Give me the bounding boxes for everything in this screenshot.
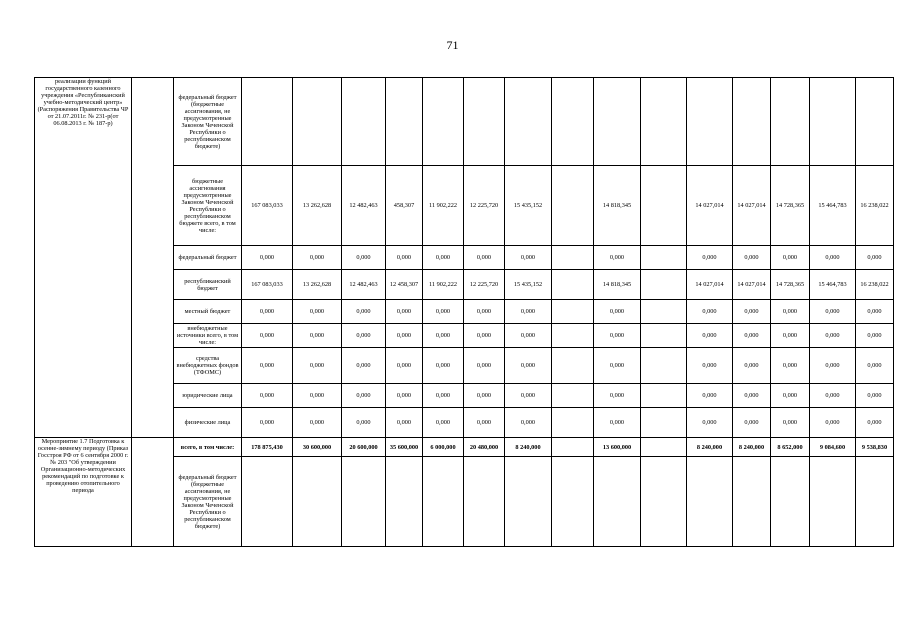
amount-cell: 0,000 [293,300,342,324]
amount-cell: 0,000 [423,348,464,384]
funding-source: юридические лица [174,384,242,408]
amount-cell: 0,000 [386,408,423,438]
amount-cell: 0,000 [342,384,386,408]
funding-source: федеральный бюджет (бюджетные ассигнования, не предусмотренные Законом Чеченской Республики о республиканском бюджете) [174,457,242,547]
amount-cell: 0,000 [810,324,856,348]
amount-cell [464,457,505,547]
amount-cell: 0,000 [771,324,810,348]
amount-cell: 0,000 [423,246,464,270]
amount-cell: 11 902,222 [423,270,464,300]
amount-cell: 0,000 [856,408,894,438]
amount-cell: 0,000 [386,384,423,408]
amount-cell: 12 458,307 [386,270,423,300]
amount-cell: 14 728,365 [771,270,810,300]
amount-cell [552,270,594,300]
amount-cell: 0,000 [242,384,293,408]
amount-cell [594,78,641,166]
amount-cell: 0,000 [771,348,810,384]
amount-cell: 0,000 [594,408,641,438]
amount-cell: 0,000 [342,300,386,324]
amount-cell: 0,000 [423,408,464,438]
amount-cell: 15 464,783 [810,166,856,246]
amount-cell: 0,000 [856,246,894,270]
amount-cell: 15 435,152 [505,166,552,246]
amount-cell: 0,000 [687,246,733,270]
amount-cell: 0,000 [342,348,386,384]
amount-cell: 0,000 [423,324,464,348]
amount-cell: 0,000 [687,408,733,438]
funding-source: местный бюджет [174,300,242,324]
amount-cell: 0,000 [386,348,423,384]
amount-cell: 0,000 [242,300,293,324]
amount-cell: 9 538,830 [856,438,894,457]
amount-cell [342,457,386,547]
amount-cell: 0,000 [293,246,342,270]
amount-cell: 20 480,000 [464,438,505,457]
amount-cell: 12 225,720 [464,166,505,246]
amount-cell [505,457,552,547]
amount-cell [464,78,505,166]
amount-cell: 0,000 [505,348,552,384]
amount-cell [641,457,687,547]
amount-cell [641,300,687,324]
executor-cell [132,438,174,547]
amount-cell [641,438,687,457]
activity-description: реализации функций государственного казенного учреждения «Республиканский учебно-методический центр» (Распоряжения Правительства ЧР от 21.07.2011г. № 231-р(от 06.08.2013 г. № 187-р) [35,78,132,438]
amount-cell: 0,000 [771,408,810,438]
amount-cell: 0,000 [505,384,552,408]
funding-source: средства внебюджетных фондов (ТФОМС) [174,348,242,384]
amount-cell: 16 238,022 [856,270,894,300]
amount-cell: 0,000 [342,246,386,270]
amount-cell [733,78,771,166]
funding-source: внебюджетные источники всего, в том числе: [174,324,242,348]
amount-cell: 0,000 [464,324,505,348]
amount-cell [641,384,687,408]
amount-cell: 0,000 [733,246,771,270]
amount-cell: 0,000 [856,384,894,408]
table-row [35,78,894,166]
amount-cell: 0,000 [293,384,342,408]
amount-cell [552,246,594,270]
amount-cell: 14 027,014 [733,270,771,300]
amount-cell [552,408,594,438]
amount-cell [552,78,594,166]
amount-cell: 0,000 [733,408,771,438]
amount-cell: 0,000 [733,348,771,384]
amount-cell: 167 083,033 [242,166,293,246]
amount-cell [856,78,894,166]
amount-cell [386,457,423,547]
amount-cell [552,324,594,348]
executor-cell [132,78,174,438]
amount-cell [423,78,464,166]
amount-cell [386,78,423,166]
amount-cell: 12 482,463 [342,166,386,246]
amount-cell: 0,000 [464,246,505,270]
amount-cell [594,457,641,547]
amount-cell [423,457,464,547]
amount-cell: 0,000 [464,408,505,438]
amount-cell: 11 902,222 [423,166,464,246]
amount-cell: 0,000 [505,246,552,270]
amount-cell [552,348,594,384]
amount-cell: 0,000 [386,246,423,270]
amount-cell [641,78,687,166]
amount-cell: 14 027,014 [687,270,733,300]
funding-source: федеральный бюджет (бюджетные ассигнования, не предусмотренные Законом Чеченской Республики о республиканском бюджете) [174,78,242,166]
amount-cell: 0,000 [733,300,771,324]
table-row [35,438,894,457]
amount-cell: 14 818,345 [594,166,641,246]
budget-table [34,77,894,547]
amount-cell [293,78,342,166]
amount-cell [641,166,687,246]
amount-cell: 14 728,365 [771,166,810,246]
amount-cell [552,438,594,457]
amount-cell: 0,000 [687,324,733,348]
amount-cell: 0,000 [342,324,386,348]
amount-cell: 0,000 [687,348,733,384]
amount-cell [687,78,733,166]
amount-cell [552,384,594,408]
amount-cell [552,166,594,246]
amount-cell: 35 600,000 [386,438,423,457]
amount-cell: 20 600,000 [342,438,386,457]
amount-cell: 0,000 [810,300,856,324]
amount-cell [771,78,810,166]
amount-cell: 0,000 [594,348,641,384]
amount-cell: 0,000 [505,408,552,438]
amount-cell: 0,000 [423,300,464,324]
amount-cell: 13 262,628 [293,270,342,300]
amount-cell: 167 083,033 [242,270,293,300]
amount-cell [856,457,894,547]
amount-cell: 0,000 [464,348,505,384]
amount-cell: 0,000 [386,324,423,348]
amount-cell: 0,000 [856,300,894,324]
amount-cell [810,78,856,166]
amount-cell: 0,000 [505,324,552,348]
amount-cell: 9 084,600 [810,438,856,457]
amount-cell [641,408,687,438]
amount-cell: 0,000 [594,246,641,270]
activity-description: Мероприятие 1.7 Подготовка к осенне-зимнему периоду (Приказ Госстроя РФ от 6 сентября 2000 г. № 203 "Об утверждении Организационно-методических рекомендаций по подготовке к проведению отопительного периода [35,438,132,547]
amount-cell: 13 600,000 [594,438,641,457]
amount-cell: 16 238,022 [856,166,894,246]
amount-cell: 0,000 [856,348,894,384]
amount-cell: 0,000 [810,408,856,438]
amount-cell: 0,000 [423,384,464,408]
amount-cell: 0,000 [810,348,856,384]
amount-cell: 0,000 [293,324,342,348]
amount-cell [641,348,687,384]
amount-cell: 0,000 [771,246,810,270]
funding-source: федеральный бюджет [174,246,242,270]
amount-cell: 0,000 [594,300,641,324]
budget-table-body [35,78,894,547]
amount-cell: 0,000 [293,348,342,384]
amount-cell: 13 262,628 [293,166,342,246]
amount-cell: 0,000 [464,300,505,324]
amount-cell: 12 225,720 [464,270,505,300]
amount-cell: 0,000 [342,408,386,438]
amount-cell: 0,000 [856,324,894,348]
amount-cell: 0,000 [733,324,771,348]
amount-cell [641,324,687,348]
amount-cell: 0,000 [810,384,856,408]
amount-cell: 458,307 [386,166,423,246]
amount-cell: 6 000,000 [423,438,464,457]
amount-cell: 0,000 [771,300,810,324]
amount-cell: 14 818,345 [594,270,641,300]
amount-cell: 0,000 [771,384,810,408]
amount-cell: 0,000 [386,300,423,324]
funding-source: физические лица [174,408,242,438]
funding-source: бюджетные ассигнования предусмотренные Законом Чеченской Республики о республиканском бюджете всего, в том числе: [174,166,242,246]
amount-cell [242,78,293,166]
amount-cell: 0,000 [687,384,733,408]
amount-cell [242,457,293,547]
amount-cell: 8 240,000 [687,438,733,457]
amount-cell [687,457,733,547]
amount-cell: 178 875,430 [242,438,293,457]
amount-cell: 14 027,014 [733,166,771,246]
amount-cell [641,246,687,270]
amount-cell: 0,000 [733,384,771,408]
amount-cell: 0,000 [505,300,552,324]
funding-source: республиканский бюджет [174,270,242,300]
amount-cell: 0,000 [687,300,733,324]
amount-cell [552,457,594,547]
amount-cell: 8 240,000 [733,438,771,457]
amount-cell [810,457,856,547]
amount-cell: 0,000 [810,246,856,270]
amount-cell: 0,000 [242,324,293,348]
amount-cell: 0,000 [594,384,641,408]
amount-cell: 15 464,783 [810,270,856,300]
amount-cell: 0,000 [242,408,293,438]
amount-cell [733,457,771,547]
amount-cell: 0,000 [594,324,641,348]
amount-cell [771,457,810,547]
amount-cell: 0,000 [464,384,505,408]
amount-cell [342,78,386,166]
amount-cell: 0,000 [242,348,293,384]
funding-source: всего, в том числе: [174,438,242,457]
amount-cell: 14 027,014 [687,166,733,246]
amount-cell [552,300,594,324]
amount-cell: 12 482,463 [342,270,386,300]
amount-cell: 0,000 [242,246,293,270]
amount-cell: 15 435,152 [505,270,552,300]
amount-cell: 8 652,000 [771,438,810,457]
amount-cell: 30 600,000 [293,438,342,457]
amount-cell [505,78,552,166]
page-number: 71 [446,38,459,52]
amount-cell [641,270,687,300]
amount-cell: 0,000 [293,408,342,438]
amount-cell: 8 240,000 [505,438,552,457]
amount-cell [293,457,342,547]
